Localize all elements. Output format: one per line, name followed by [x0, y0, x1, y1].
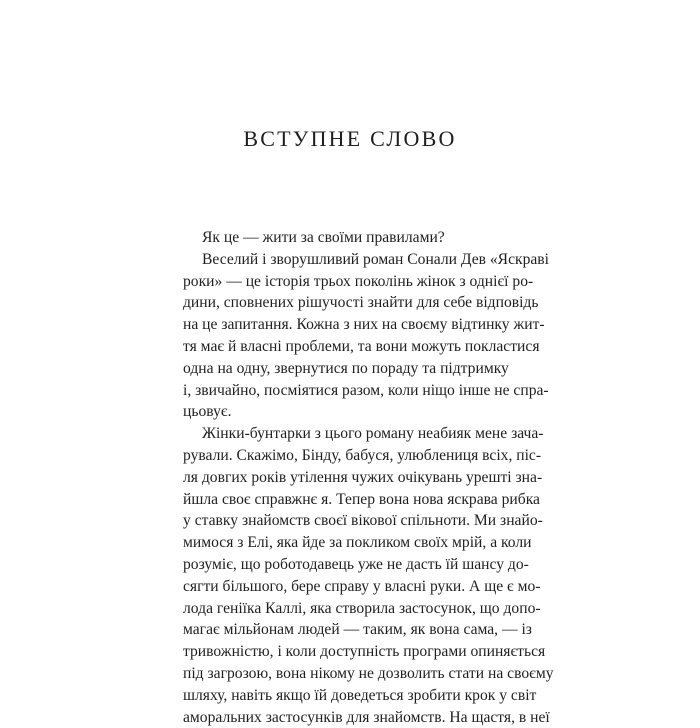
text-line: і, звичайно, посміятися разом, коли ніщо інше не спра- [183, 381, 549, 399]
text-line: Як це — жити за своїми правилами? [202, 229, 445, 246]
text-line: на це запитання. Кожна з них на своєму відтинку жит- [183, 316, 545, 334]
text-line: дини, сповнених рішучості знайти для себе відповідь [183, 294, 539, 312]
text-line: йшла своє справжнє я. Тепер вона нова яскрава рибка [183, 490, 540, 508]
text-line: тя має й власні проблеми, та вони можуть покластися [183, 337, 540, 355]
text-line: у ставку знайомств своєї вікової спільноти. Ми знайо- [183, 512, 543, 530]
text-line: мимося з Елі, яка йде за покликом своїх мрій, а коли [183, 534, 532, 552]
text-line: шляху, навіть якщо їй доведеться зробити крок у світ [183, 686, 537, 704]
text-line: рували. Скажімо, Бінду, бабуся, улюблениця всіх, піс- [183, 446, 542, 464]
text-line: Жінки-бунтарки з цього роману неабияк мене зача- [202, 425, 544, 443]
text-line: сягти більшого, бере справу у власні руки. А ще є мо- [183, 577, 541, 595]
text-line: одна на одну, звернутися по пораду та підтримку [183, 359, 509, 377]
text-line: Веселий і зворушливий роман Сонали Дев «Яскраві [202, 250, 549, 268]
text-line: тривожністю, і коли доступність програми опиняється [183, 643, 546, 661]
text-line: аморальних застосунків для знайомств. На щастя, в неї [183, 708, 550, 726]
body-text [183, 227, 554, 728]
text-line: роки» — це історія трьох поколінь жінок з однієї ро- [183, 272, 534, 290]
text-line: магає мільйонам людей — таким, як вона сама, — із [183, 621, 532, 639]
chapter-heading: ВСТУПНЕ СЛОВО [243, 126, 457, 151]
text-line: лода геніїка Каллі, яка створила застосунок, що допо- [183, 599, 541, 617]
text-line: розуміє, що роботодавець уже не дасть їй шансу до- [183, 555, 529, 573]
text-line: під загрозою, вона нікому не дозволить стати на своєму [183, 664, 554, 682]
text-line: ля довгих років утілення чужих очікувань урешті зна- [183, 468, 543, 486]
text-line: цьовує. [183, 403, 232, 421]
